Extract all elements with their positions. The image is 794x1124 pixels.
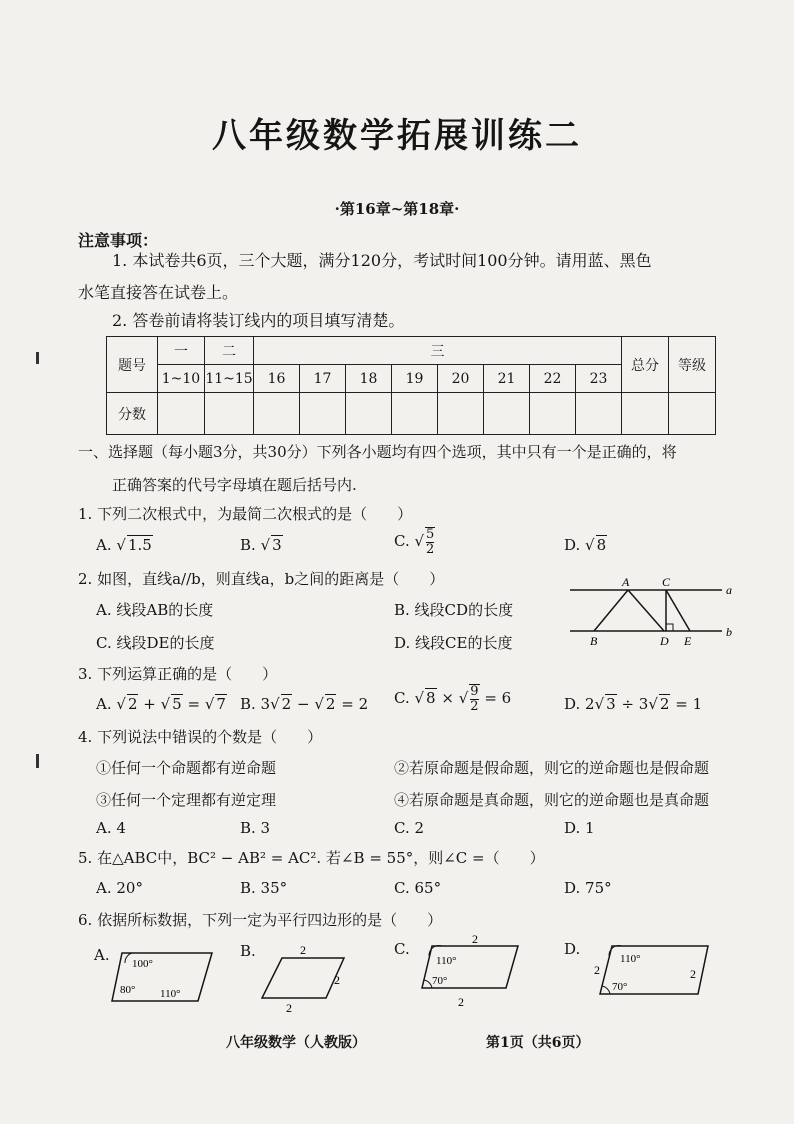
right-angle-mark	[666, 624, 673, 631]
section-2-header: 二	[205, 337, 254, 365]
side-label: 2	[690, 967, 696, 981]
radicand: 3	[606, 695, 616, 713]
side-label: 2	[458, 995, 464, 1009]
q1-c-numerator: 5	[426, 527, 435, 542]
q1-d-radicand: 8	[596, 536, 607, 554]
q2-option-d[interactable]: D. 线段CE的长度	[394, 634, 513, 652]
operator: = 6	[484, 689, 512, 707]
numerator: 9	[470, 684, 479, 699]
footer-subject: 八年级数学（人教版）	[226, 1035, 366, 1051]
q4-option-d[interactable]: D. 1	[564, 819, 595, 837]
page-title: 八年级数学拓展训练二	[212, 116, 582, 156]
angle-label: 70°	[612, 981, 628, 993]
side-label: 2	[286, 1001, 292, 1015]
col-label: 19	[392, 365, 438, 393]
q2-parallel-lines-figure	[560, 572, 740, 648]
q6-option-d-label[interactable]: D.	[564, 940, 581, 958]
q4-statement-3: ③任何一个定理都有逆定理	[96, 791, 277, 809]
notice-heading: 注意事项：	[78, 231, 159, 250]
score-cell[interactable]	[300, 393, 346, 435]
q1-c-label: C.	[394, 532, 410, 550]
score-cell[interactable]	[205, 393, 254, 435]
q4-option-b[interactable]: B. 3	[240, 819, 271, 837]
label-C: C	[662, 575, 671, 589]
score-cell[interactable]	[438, 393, 484, 435]
q4-statement-1: ①任何一个命题都有逆命题	[96, 759, 277, 777]
operator: ÷ 3	[621, 695, 649, 713]
col-label: 16	[254, 365, 300, 393]
q5-option-d[interactable]: D. 75°	[564, 879, 612, 897]
total-score-label: 总分	[622, 337, 669, 393]
binding-mark	[36, 754, 39, 768]
angle-label: 100°	[132, 958, 153, 970]
score-cell[interactable]	[484, 393, 530, 435]
label-A: A	[622, 575, 630, 589]
score-cell[interactable]	[392, 393, 438, 435]
radicand: 2	[281, 695, 292, 713]
q6-stem: 6. 依据所标数据，下列一定为平行四边形的是（ ）	[78, 911, 443, 929]
angle-label: 70°	[432, 975, 448, 987]
segment-ad	[628, 590, 664, 631]
total-score-cell[interactable]	[622, 393, 669, 435]
section-1-heading: 一、选择题（每小题3分，共30分）下列各小题均有四个选项，其中只有一个是正确的，将	[78, 443, 677, 461]
q1-stem: 1. 下列二次根式中，为最简二次根式的是（ ）	[78, 505, 413, 523]
operator: ×	[441, 689, 454, 707]
col-label: 17	[300, 365, 346, 393]
q3-option-a[interactable]: A. √ 2 + √ 5 = √ 7	[96, 695, 226, 713]
q4-stem: 4. 下列说法中错误的个数是（ ）	[78, 728, 323, 746]
q1-d-label: D.	[564, 536, 581, 554]
segment-ce	[666, 590, 690, 631]
side-label: 2	[300, 943, 306, 957]
q5-option-a[interactable]: A. 20°	[96, 879, 143, 897]
angle-arc	[424, 980, 432, 988]
q1-option-c[interactable]: C. √ $\frac{5}{2}$	[394, 527, 435, 557]
q6-option-c-label[interactable]: C.	[394, 940, 410, 958]
label-D: D	[660, 634, 669, 648]
q3-b-label: B. 3	[240, 695, 271, 713]
score-cell[interactable]	[346, 393, 392, 435]
segment-ab	[594, 590, 628, 631]
q6-figure-c-quadrilateral[interactable]	[410, 932, 530, 1012]
label-B: B	[590, 634, 598, 648]
q6-figure-a-quadrilateral[interactable]	[108, 945, 220, 1011]
q5-option-c[interactable]: C. 65°	[394, 879, 442, 897]
radicand: 2	[325, 695, 336, 713]
angle-label: 110°	[436, 955, 457, 967]
quadrilateral-shape	[262, 958, 344, 998]
q4-statement-2: ②若原命题是假命题，则它的逆命题也是假命题	[394, 759, 710, 777]
q3-d-label: D. 2	[564, 695, 595, 713]
score-cell[interactable]	[576, 393, 622, 435]
q2-option-a[interactable]: A. 线段AB的长度	[96, 601, 214, 619]
operator: −	[297, 695, 310, 713]
operator: +	[143, 695, 156, 713]
angle-label: 110°	[160, 988, 181, 1000]
q1-a-label: A.	[96, 536, 112, 554]
q1-option-d[interactable]: D. √ 8	[564, 536, 607, 554]
section-1-heading-cont: 正确答案的代号字母填在题后括号内.	[112, 476, 357, 494]
radicand: 8	[426, 689, 436, 707]
radicand: 5	[172, 695, 182, 713]
grade-label: 等级	[669, 337, 716, 393]
q1-option-a[interactable]: A. √ 1.5	[96, 536, 152, 554]
side-label: 2	[334, 973, 340, 987]
denominator: 2	[470, 699, 479, 714]
col-label: 1~10	[158, 365, 205, 393]
angle-label: 110°	[620, 953, 641, 965]
operator: = 1	[675, 695, 703, 713]
label-a: a	[726, 583, 732, 597]
q6-option-a-label[interactable]: A.	[94, 946, 110, 964]
section-3-header: 三	[254, 337, 622, 365]
col-label: 18	[346, 365, 392, 393]
col-label: 22	[530, 365, 576, 393]
q6-option-b-label[interactable]: B.	[240, 942, 256, 960]
q5-stem: 5. 在△ABC中，BC² − AB² = AC². 若∠B = 55°，则∠C =（ ）	[78, 849, 545, 867]
score-table	[106, 336, 716, 435]
q2-stem: 2. 如图，直线a//b，则直线a，b之间的距离是（ ）	[78, 570, 445, 588]
q6-figure-b-quadrilateral[interactable]	[254, 940, 354, 1016]
q4-option-a[interactable]: A. 4	[96, 819, 126, 837]
q2-option-b[interactable]: B. 线段CD的长度	[394, 601, 514, 619]
chapter-range: ·第16章~第18章·	[334, 200, 460, 218]
q4-option-c[interactable]: C. 2	[394, 819, 425, 837]
operator: =	[187, 695, 201, 713]
radicand: 2	[127, 695, 138, 713]
q2-option-c[interactable]: C. 线段DE的长度	[96, 634, 215, 652]
q3-option-b[interactable]: B. 3√ 2 − √ 2 = 2	[240, 695, 369, 713]
q1-option-b[interactable]: B. √ 3	[240, 536, 282, 554]
operator: = 2	[341, 695, 369, 713]
q1-b-radicand: 3	[272, 536, 282, 554]
angle-arc	[125, 953, 132, 963]
q4-statement-4: ④若原命题是真命题，则它的逆命题也是真命题	[394, 791, 710, 809]
col-label: 23	[576, 365, 622, 393]
q3-option-d[interactable]: D. 2√ 3 ÷ 3√ 2 = 1	[564, 695, 703, 713]
section-1-header: 一	[158, 337, 205, 365]
q3-a-label: A.	[96, 695, 112, 713]
label-b: b	[726, 625, 732, 639]
side-label: 2	[594, 963, 600, 977]
binding-mark	[36, 352, 39, 364]
radicand: 2	[659, 695, 670, 713]
q6-figure-d-quadrilateral[interactable]	[590, 940, 714, 1006]
side-label: 2	[472, 932, 478, 946]
angle-label: 80°	[120, 984, 136, 996]
question-number-label: 题号	[107, 337, 158, 393]
col-label: 21	[484, 365, 530, 393]
q1-c-denominator: 2	[426, 542, 435, 557]
notice-item-2: 2. 答卷前请将装订线内的项目填写清楚。	[112, 311, 405, 330]
footer-page-number: 第1页（共6页）	[486, 1035, 590, 1051]
label-E: E	[684, 634, 692, 648]
score-cell[interactable]	[158, 393, 205, 435]
score-cell[interactable]	[254, 393, 300, 435]
col-label: 11~15	[205, 365, 254, 393]
notice-item-1: 1. 本试卷共6页，三个大题，满分120分，考试时间100分钟。请用蓝、黑色	[112, 251, 652, 270]
angle-arc	[602, 986, 610, 994]
notice-item-1-cont: 水笔直接答在试卷上。	[78, 283, 239, 302]
q5-option-b[interactable]: B. 35°	[240, 879, 288, 897]
q3-c-label: C.	[394, 689, 410, 707]
q3-option-c[interactable]: C. √ 8 × √ $\frac{9}{2}$ = 6	[394, 684, 512, 714]
q1-b-label: B.	[240, 536, 256, 554]
radicand: 7	[216, 695, 226, 713]
score-cell[interactable]	[530, 393, 576, 435]
grade-cell[interactable]	[669, 393, 716, 435]
score-row-label: 分数	[107, 393, 158, 435]
q3-stem: 3. 下列运算正确的是（ ）	[78, 665, 278, 683]
col-label: 20	[438, 365, 484, 393]
q1-a-radicand: 1.5	[127, 536, 152, 554]
